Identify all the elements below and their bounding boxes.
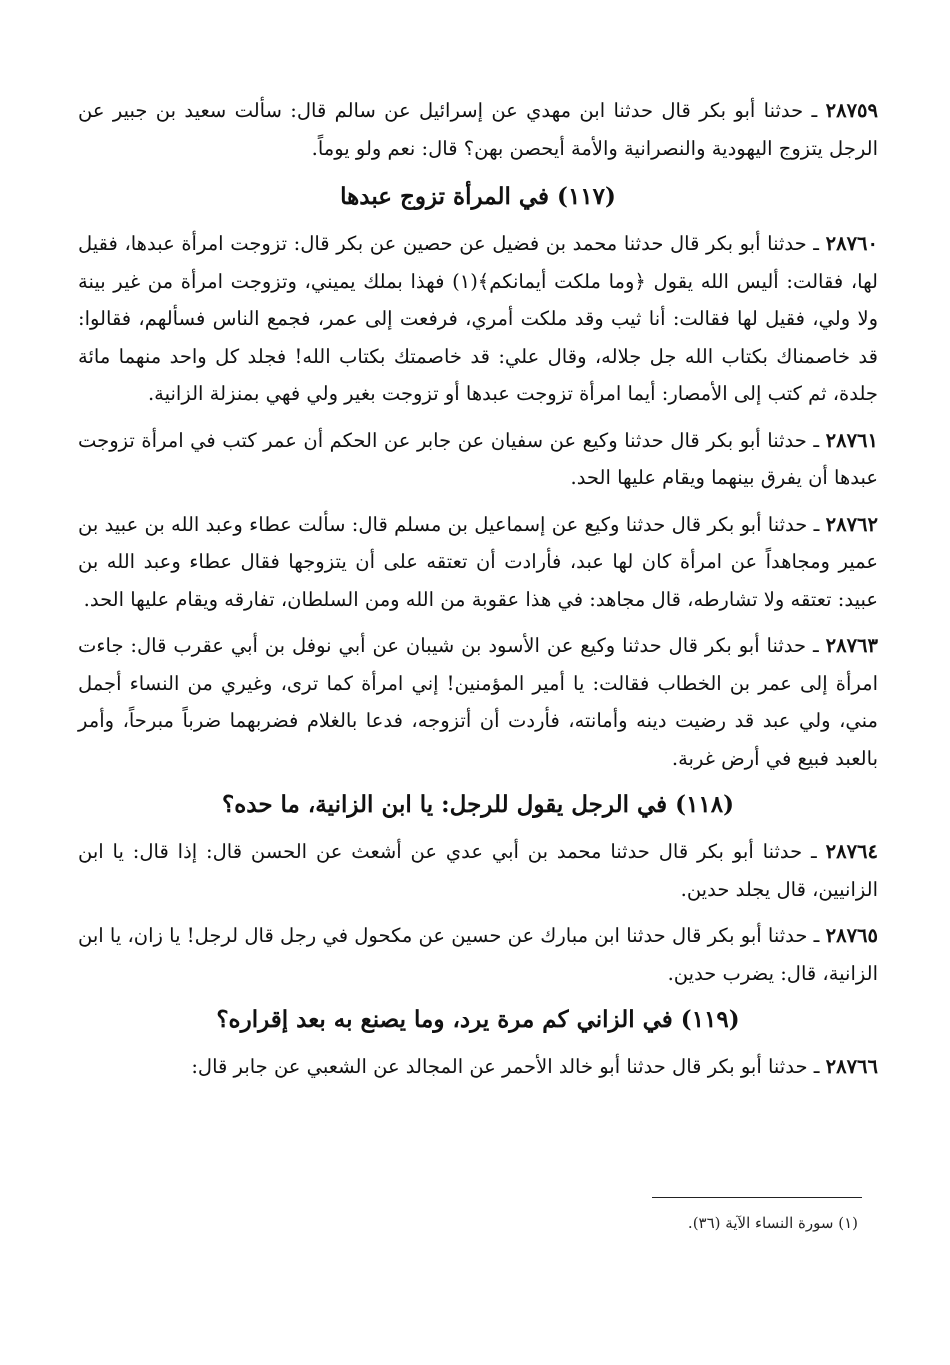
chapter-heading-119: (١١٩) في الزاني كم مرة يرد، وما يصنع به بعد إقراره؟	[216, 1006, 740, 1033]
hadith-28765	[78, 917, 878, 992]
hadith-number: ٢٨٧٦١	[825, 428, 878, 452]
footnote-divider	[652, 1197, 862, 1198]
hadith-28766	[78, 1048, 878, 1086]
document-page	[78, 92, 878, 1086]
hadith-number: ٢٨٧٦٤	[825, 840, 878, 863]
hadith-number: ٢٨٧٦٢	[825, 512, 878, 536]
hadith-text: ـ حدثنا أبو بكر قال حدثنا محمد بن أبي عدي عن أشعث عن الحسن قال: إذا قال: يا ابن الزانيين، قال يجلد حدين.	[78, 840, 878, 901]
hadith-text: ـ حدثنا أبو بكر قال حدثنا أبو خالد الأحمر عن المجالد عن الشعبي عن جابر قال:	[191, 1055, 826, 1078]
hadith-28760	[78, 225, 878, 413]
hadith-number: ٢٨٧٦٦	[825, 1055, 878, 1078]
chapter-heading-118: (١١٨) في الرجل يقول للرجل: يا ابن الزانية، ما حده؟	[221, 791, 735, 818]
footnote: (١) سورة النساء الآية (٣٦).	[687, 1214, 858, 1232]
hadith-28763	[78, 627, 878, 777]
hadith-text: ـ حدثنا أبو بكر قال حدثنا محمد بن فضيل عن حصين عن بكر قال: تزوجت امرأة عبدها، فقيل لها، فقالت: أليس الله يقول ﴿وما ملكت أيمانكم﴾(١) فهذا بملك يميني، وتزوجت امرأة من غير بينة ولا ولي، فقيل لها فقالت: أنا ثيب وقد ملكت أمري، فرفعت إلى عمر، فجمع الناس فسألهم، فقالوا: قد خاصمناك بكتاب الله جل جلاله، وقال علي: قد خاصمتك بكتاب الله! فجلد كل واحد منهما مائة جلدة، ثم كتب إلى الأمصار: أيما امرأة تزوجت عبدها أو تزوجت بغير ولي فهي بمنزلة الزانية.	[78, 232, 878, 405]
hadith-number: ٢٨٧٦٠	[825, 232, 878, 255]
hadith-28764	[78, 833, 878, 908]
hadith-28759	[78, 92, 878, 167]
hadith-number: ٢٨٧٦٥	[825, 924, 878, 947]
hadith-number: ٢٨٧٥٩	[825, 99, 878, 122]
hadith-28762	[78, 506, 878, 619]
hadith-28761	[78, 422, 878, 497]
hadith-text: ـ حدثنا أبو بكر قال حدثنا وكيع عن سفيان عن جابر عن الحكم أن عمر كتب في امرأة تزوجت عبدها أن يفرق بينهما ويقام عليها الحد.	[78, 428, 878, 489]
hadith-text: ـ حدثنا أبو بكر قال حدثنا وكيع عن الأسود بن شيبان عن أبي نوفل بن أبي عقرب قال: جاءت امرأة إلى عمر بن الخطاب فقالت: يا أمير المؤمنين! إني امرأة كما ترى، وغيري من النساء أجمل مني، ولي عبد قد رضيت دينه وأمانته، فأردت أن أتزوجه، فدعا بالغلام فضربهما ضرباً مبرحاً، وأمر بالعبد فبيع في أرض غربة.	[78, 634, 878, 770]
hadith-text: ـ حدثنا أبو بكر قال حدثنا وكيع عن إسماعيل بن مسلم قال: سألت عطاء وعبد الله بن عبيد بن عمير ومجاهداً عن امرأة كان لها عبد، فأرادت أن تعتقه على أن يتزوجها فقال عطاء وعبد الله بن عبيد: تعتقه ولا تشارطه، قال مجاهد: في هذا عقوبة من الله ومن السلطان، تفارقه ويقام عليها الحد.	[78, 512, 878, 611]
hadith-number: ٢٨٧٦٣	[825, 634, 878, 657]
chapter-heading-117: (١١٧) في المرأة تزوج عبدها	[340, 183, 616, 210]
hadith-text: ـ حدثنا أبو بكر قال حدثنا ابن مهدي عن إسرائيل عن سالم قال: سألت سعيد بن جبير عن الرجل يتزوج اليهودية والنصرانية والأمة أيحصن بهن؟ قال: نعم ولو يوماً.	[78, 99, 878, 160]
hadith-text: ـ حدثنا أبو بكر قال حدثنا ابن مبارك عن حسين عن مكحول في رجل قال لرجل! يا زان، يا ابن الزانية، قال: يضرب حدين.	[78, 924, 878, 985]
